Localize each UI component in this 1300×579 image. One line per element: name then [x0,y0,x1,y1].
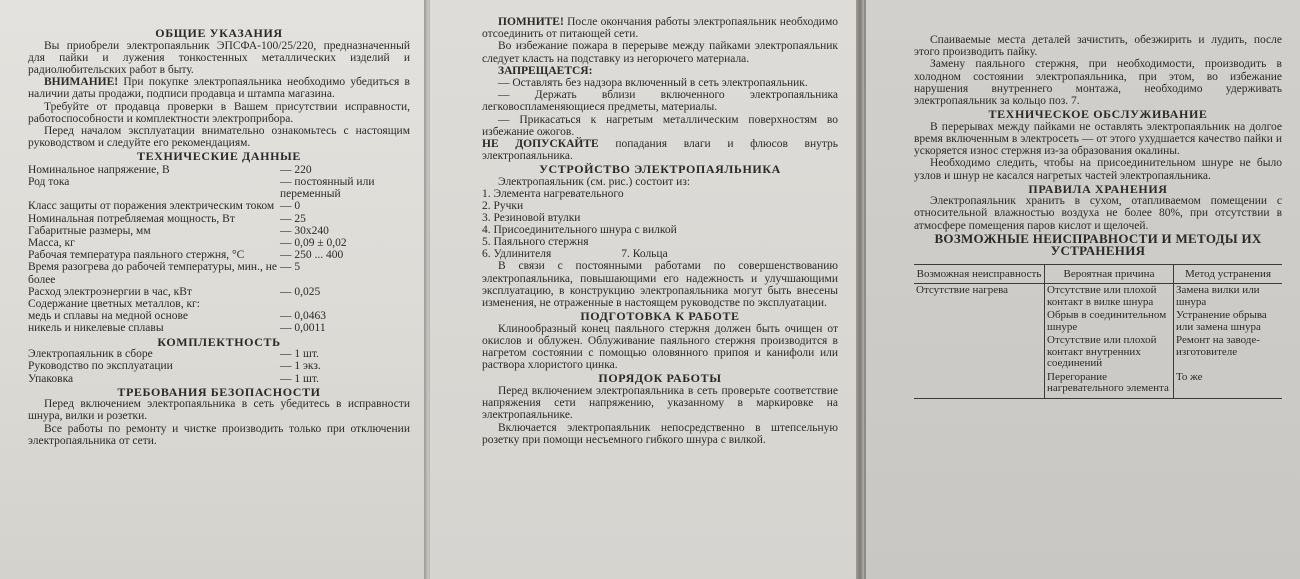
fault-symptom [914,334,1045,371]
faults-row [914,371,1282,399]
device-intro: Электропаяльник (см. рис.) состоит из: [498,175,691,188]
spec-row [28,286,410,298]
spec-label: Масса, кг [28,237,75,250]
spec-value [280,298,410,310]
dont-allow-label: НЕ ДОПУСКАЙТЕ [482,138,599,151]
part-6: 6. Удлинителя [482,248,552,261]
part-7: 7. Кольца [621,248,668,261]
spec-value: — 0,0011 [280,322,326,335]
spec-row [28,213,410,225]
spec-row [28,249,410,261]
page-column-middle [430,0,858,579]
faults-header-symptom: Возможная неисправность [914,264,1045,284]
fault-cause: Перегорание нагревательного элемента [1045,371,1174,399]
spec-label: Рабочая температура паяльного стержня, °С [28,249,245,262]
fire-prevention-text: Во избежание пожара в перерыве между пайками электропаяльник следует класть на подставку из негорючего материала. [482,40,838,65]
part-item: 2. Ручки [482,200,524,213]
faults-header-cause: Вероятная причина [1045,264,1174,284]
fault-fix: Устранение обрыва или замена шнура [1176,309,1267,333]
page-column-left [0,0,426,579]
soldering-prep-text: Спаиваемые места деталей зачистить, обезжирить и лудить, после этого производить пайку. [914,34,1282,59]
kit-row [28,373,410,385]
fault-cause: Обрыв в соединительном шнуре [1045,309,1174,334]
spec-row [28,322,410,334]
spec-row [28,176,410,200]
fault-cause: Отсутствие или плохой контакт в вилке шнура [1045,284,1174,310]
maintenance-text-2: Необходимо следить, чтобы на присоединительном шнуре не было узлов и шнур не касался нагретых частей электропаяльника. [914,157,1282,182]
spec-label: Время разогрева до рабочей температуры, мин., не более [28,261,277,286]
spec-label: никель и никелевые сплавы [28,322,164,335]
work-order-title: ПОРЯДОК РАБОТЫ [598,371,722,386]
fault-cause: Отсутствие или плохой контакт внутренних соединений [1045,334,1174,371]
tech-specs-table [28,164,410,335]
storage-text: Электропаяльник хранить в сухом, отапливаемом помещении с относительной влажностью воздуха не более 80%, при отсутствии в атмосфере помещения паров кислот и щелочей. [914,195,1282,232]
spec-value: — 25 [280,212,306,225]
dont-allow-paragraph [482,138,838,162]
spec-label: Номинальное напряжение, В [28,163,170,176]
before-use-text: Перед началом эксплуатации внимательно ознакомьтесь с настоящим руководством и следуйте его рекомендациям. [28,124,410,150]
safety-text-2: Все работы по ремонту и чистке производить только при отключении электропаяльника от сети. [28,422,410,447]
remember-label: ПОМНИТЕ! [498,16,564,28]
page-fold [856,0,864,579]
kit-row [28,360,410,372]
kit-item: Упаковка [28,372,74,385]
attention-label: ВНИМАНИЕ! [44,76,119,89]
faults-row [914,284,1282,310]
general-instructions-title: ОБЩИЕ УКАЗАНИЯ [155,26,283,40]
part-item: 5. Паяльного стержня [482,236,589,249]
kit-qty: — 1 шт. [280,372,319,385]
fault-symptom [914,309,1045,334]
tech-data-title: ТЕХНИЧЕСКИЕ ДАННЫЕ [136,149,302,164]
faults-table [914,264,1282,399]
spec-label: Габаритные размеры, мм [28,224,151,237]
fault-symptom: Отсутствие нагрева [914,284,1045,310]
spec-row [28,261,410,285]
kit-title: КОМПЛЕКТНОСТЬ [157,334,281,349]
spec-row [28,237,410,249]
faults-header-fix: Метод устранения [1174,264,1283,284]
preparation-title: ПОДГОТОВКА К РАБОТЕ [580,309,740,324]
prohibited-title: ЗАПРЕЩАЕТСЯ: [498,64,593,77]
spec-label: Расход электроэнергии в час, кВт [28,285,192,298]
rod-replacement-text: Замену паяльного стержня, при необходимости, производить в холодном состоянии электропаяльника, при этом, во избежание нарушения внутреннего монтажа, необходимо удерживать электропаяльник за кольцо поз. 7. [914,58,1282,108]
work-order-text-2: Включается электропаяльник непосредственно в штепсельную розетку при помощи несъемного гибкого шнура с вилкой. [482,421,838,446]
parts-list [482,188,838,248]
safety-title: ТРЕБОВАНИЯ БЕЗОПАСНОСТИ [117,384,321,399]
spec-label: медь и сплавы на медной основе [28,310,189,323]
remember-paragraph [482,16,838,40]
kit-qty: — 1 экз. [280,360,321,373]
kit-qty: — 1 шт. [280,348,319,361]
part-item: 3. Резиновой втулки [482,212,581,225]
general-instructions-text: Вы приобрели электропаяльник ЭПСФА-100/25/220, предназначенный для пайки и лужения тонкостенных металлических изделий и радиолюбительских работ в быту. [28,39,410,76]
fault-fix: Замена вилки или шнура [1176,284,1260,308]
attention-text: При покупке электропаяльника необходимо убедиться в наличии даты продажи, подписи продавца и штампа магазина. [28,76,410,101]
prohibited-item: — Прикасаться к нагретым металлическим поверхностям во избежание ожогов. [482,113,838,138]
spec-row [28,225,410,237]
faults-title: ВОЗМОЖНЫЕ НЕИСПРАВНОСТИ И МЕТОДЫ ИХ УСТРАНЕНИЯ [934,230,1262,259]
preparation-text: Клинообразный конец паяльного стержня должен быть очищен от окислов и облужен. Облуживание паяльного стержня производится в нагретом состоянии с помощью оловянного припоя и канифоли или раствора хлористого цинка. [482,322,838,372]
kit-item: Руководство по эксплуатации [28,360,173,373]
spec-value: — 220 [280,163,312,176]
spec-value: — постоянный или переменный [280,176,375,201]
page-column-right [866,0,1300,579]
parts-row-6-7 [482,248,838,260]
kit-item: Электропаяльник в сборе [28,348,153,361]
spec-value: — 0,025 [280,285,321,298]
faults-row [914,334,1282,371]
design-changes-text: В связи с постоянными работами по совершенствованию электропаяльника, повышающими его надежность и улучшающими эксплуатацию, в конструкцию электропаяльника могут быть внесены изменения, не отраженные в настоящем руководстве по эксплуатации. [482,260,838,309]
prohibited-list [482,77,838,138]
faults-row [914,309,1282,334]
kit-table [28,348,410,385]
work-order-text-1: Перед включением электропаяльника в сеть проверьте соответствие напряжения сети напряжению, указанному в маркировке на электропаяльнике. [482,384,838,422]
spec-label: Содержание цветных металлов, кг: [28,298,200,311]
storage-title: ПРАВИЛА ХРАНЕНИЯ [1028,181,1168,196]
spec-value: — 250 ... 400 [280,249,344,262]
prohibited-item: — Держать вблизи включенного электропаяльника легковоспламеняющиеся предметы, материалы. [482,89,838,114]
spec-row [28,310,410,322]
prohibited-item: — Оставлять без надзора включенный в сеть электропаяльник. [498,77,808,90]
fault-fix: Ремонт на заводе-изготовителе [1176,334,1260,358]
device-title: УСТРОЙСТВО ЭЛЕКТРОПАЯЛЬНИКА [539,162,781,177]
part-item: 4. Присоединительного шнура с вилкой [482,224,677,237]
demand-check-text: Требуйте от продавца проверки в Вашем присутствии исправности, работоспособности и комплектности электроприбора. [28,100,410,125]
spec-row [28,200,410,212]
fault-symptom [914,371,1045,399]
spec-value: — 0 [280,200,301,213]
safety-text-1: Перед включением электропаяльника в сеть убедитесь в исправности шнура, вилки и розетки. [28,398,410,423]
spec-row [28,298,410,310]
maintenance-title: ТЕХНИЧЕСКОЕ ОБСЛУЖИВАНИЕ [988,107,1208,122]
kit-row [28,348,410,360]
spec-label: Род тока [28,176,70,189]
spec-label: Номинальная потребляемая мощность, Вт [28,212,235,225]
spec-value: — 0,09 ± 0,02 [280,237,347,250]
spec-value: — 30х240 [280,224,329,237]
remember-text: После окончания работы электропаяльник необходимо отсоединить от питающей сети. [482,16,838,41]
attention-paragraph [28,76,410,100]
maintenance-text-1: В перерывах между пайками не оставлять электропаяльник на долгое время включенным в электросеть — от этого ухудшается качество пайки и ускоряется износ стержня из-за образования окалины. [914,120,1282,158]
fault-fix: То же [1174,371,1283,399]
part-item: 1. Элемента нагревательного [482,188,624,201]
dont-allow-text: попадания влаги и флюсов внутрь электропаяльника. [482,138,839,163]
spec-value: — 0,0463 [280,310,326,323]
spec-label: Класс защиты от поражения электрическим током [28,200,275,213]
spec-row [28,164,410,176]
spec-value: — 5 [280,261,301,274]
